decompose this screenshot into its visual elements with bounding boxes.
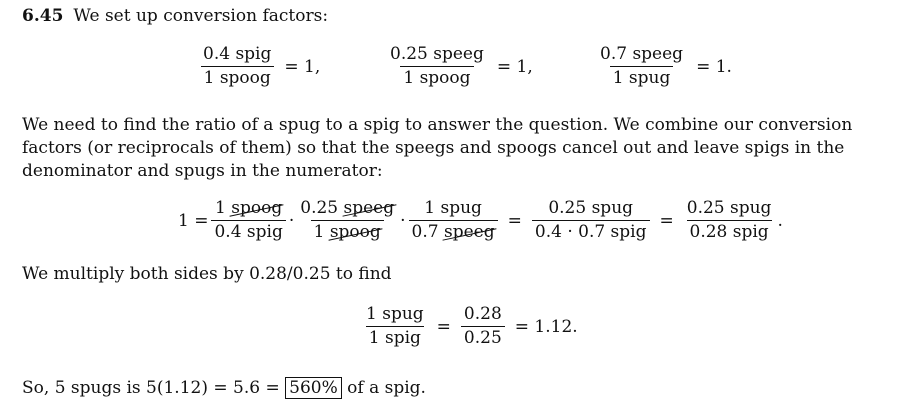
main-f4-num: 0.25 spug — [548, 198, 634, 218]
result-fraction-2 — [461, 304, 505, 349]
factor-denominator: 1 spoog — [400, 66, 473, 89]
main-f5-num: 0.25 spug — [686, 198, 772, 218]
factor-numerator: 0.4 spig — [203, 44, 272, 64]
equals-sign: = — [436, 316, 451, 337]
cancelled-spoog: spoog — [329, 222, 381, 242]
conversion-factors — [384, 44, 540, 89]
main-fraction-5 — [684, 198, 775, 243]
final-suffix: of a spig. — [347, 378, 426, 398]
result-rhs: = 1.12. — [514, 316, 578, 337]
result-fraction-1 — [363, 304, 427, 349]
main-f4-den: 0.4 · 0.7 spig — [532, 220, 650, 243]
f3-den-coef: 0.7 — [411, 222, 439, 242]
problem-number: 6.45 — [22, 6, 64, 26]
equals-sign: = — [659, 210, 674, 231]
f1-num-coef: 1 — [215, 198, 226, 218]
boxed-answer: 560% — [285, 377, 342, 399]
result-f2-num: 0.28 — [463, 304, 502, 324]
main-f3-num: 1 spug — [424, 198, 482, 218]
multiply-text: We multiply both sides by 0.28/0.25 to find — [22, 264, 392, 284]
explanation-paragraph: We need to find the ratio of a spug to a spig to answer the question. We combine our conversion factors (or reciprocals of them) so that the speegs and spoogs cancel out and leave spigs in the denominator and spugs in the numerator: — [22, 115, 853, 181]
main-fraction-3 — [409, 198, 498, 243]
f2-den-coef: 1 — [313, 222, 325, 242]
factor-rhs: = 1, — [284, 56, 321, 77]
result-f2-den: 0.25 — [461, 326, 505, 349]
main-equation — [178, 198, 783, 243]
factor-numerator: 0.7 speeg — [600, 44, 684, 64]
main-fraction-1 — [211, 198, 285, 243]
conversion-factors — [197, 44, 327, 89]
factor-fraction — [387, 44, 487, 89]
result-f1-den: 1 spig — [366, 326, 424, 349]
factor-rhs: = 1. — [696, 56, 732, 77]
main-fraction-4 — [532, 198, 650, 243]
problem-header — [22, 6, 328, 26]
period: . — [777, 210, 783, 231]
final-prefix: So, 5 spugs is 5(1.12) = 5.6 = — [22, 378, 280, 398]
factor-rhs: = 1, — [496, 56, 533, 77]
factor-denominator: 1 spug — [610, 66, 674, 89]
cancelled-speeg: speeg — [343, 198, 395, 218]
result-f1-num: 1 spug — [366, 304, 424, 324]
factor-denominator: 1 spoog — [201, 66, 274, 89]
factor-numerator: 0.25 speeg — [390, 44, 484, 64]
main-fraction-2 — [297, 198, 397, 243]
cancelled-speeg: speeg — [444, 222, 495, 242]
factor-fraction — [597, 44, 686, 89]
dot-operator: · — [288, 210, 295, 231]
equals-sign: = — [507, 210, 522, 231]
dot-operator: · — [400, 210, 406, 231]
main-f5-den: 0.28 spig — [687, 220, 772, 243]
factor-fraction — [200, 44, 274, 89]
final-answer-line — [22, 378, 426, 398]
result-equation — [360, 304, 585, 349]
cancelled-spoog: spoog — [231, 198, 283, 218]
intro-text: We set up conversion factors: — [73, 6, 329, 26]
conversion-factors — [594, 44, 739, 89]
f2-num-coef: 0.25 — [300, 198, 339, 218]
main-f1-den: 0.4 spig — [211, 220, 285, 243]
main-lhs: 1 = — [178, 210, 209, 231]
